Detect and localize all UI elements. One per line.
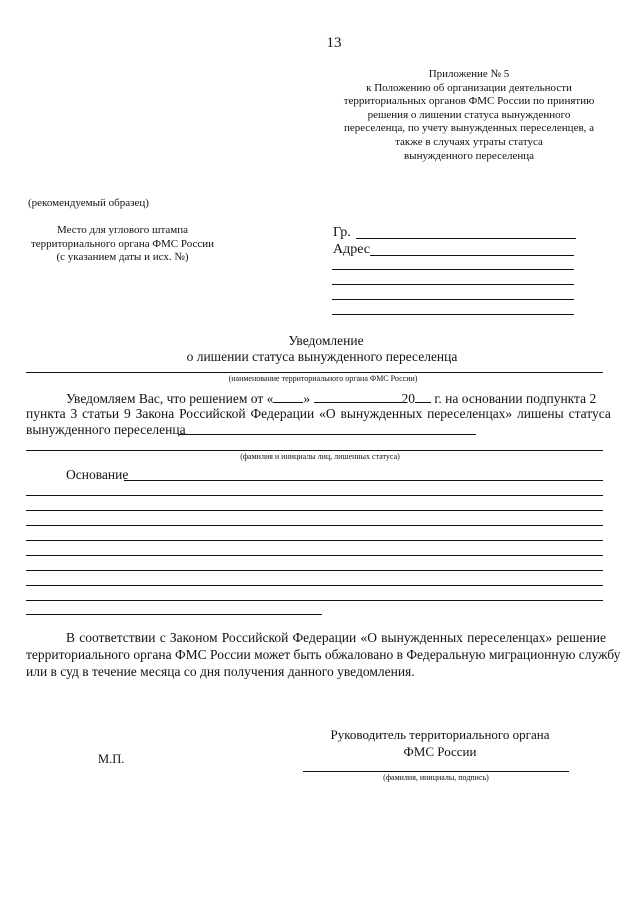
- appendix-line: решения о лишении статуса вынужденного: [367, 108, 571, 121]
- appendix-line: территориальных органов ФМС России по принятию: [343, 95, 595, 108]
- basis-line[interactable]: [26, 555, 603, 556]
- appendix-line: вынужденного переселенца: [403, 149, 535, 162]
- address-label: Адрес: [333, 242, 371, 257]
- signatory-line: ФМС России: [403, 744, 477, 759]
- stamp-line: территориального органа ФМС России: [30, 237, 215, 250]
- appeal-line-3: или в суд в течение месяца со дня получения данного уведомления.: [26, 664, 415, 679]
- stamp-placeholder: [20, 224, 225, 265]
- decision-text-d: г. на основании подпункта 2: [434, 391, 597, 406]
- seal-label: М.П.: [98, 752, 125, 766]
- citizen-field[interactable]: [356, 238, 576, 239]
- address-line[interactable]: [332, 284, 574, 285]
- authority-field[interactable]: [26, 372, 603, 373]
- appendix-line: к Положению об организации деятельности: [366, 81, 572, 94]
- day-field[interactable]: [273, 390, 303, 403]
- decision-line-2: пункта 3 статьи 9 Закона Российской Федерации «О вынужденных переселенцах» лишены статуса: [26, 406, 611, 421]
- decision-text-b: »: [303, 391, 311, 406]
- basis-line[interactable]: [26, 600, 603, 601]
- basis-line[interactable]: [26, 570, 603, 571]
- appendix-line: Приложение № 5: [428, 68, 510, 80]
- decision-line-1: [66, 390, 596, 407]
- basis-label: Основание: [66, 467, 129, 482]
- citizen-label: Гр.: [333, 225, 351, 240]
- address-line[interactable]: [332, 299, 574, 300]
- persons-caption: (фамилия и инициалы лиц, лишенных статуса): [240, 452, 400, 461]
- basis-line[interactable]: [26, 510, 603, 511]
- basis-field[interactable]: [124, 480, 603, 481]
- persons-field[interactable]: [178, 434, 476, 435]
- signatory-title: [300, 726, 580, 760]
- address-line[interactable]: [332, 269, 574, 270]
- signature-field[interactable]: [303, 771, 569, 772]
- page-number: 13: [326, 35, 342, 51]
- address-field[interactable]: [370, 255, 574, 256]
- appendix-header: [318, 68, 620, 163]
- month-field[interactable]: [314, 390, 402, 403]
- basis-line[interactable]: [26, 585, 603, 586]
- persons-field-line[interactable]: [26, 450, 603, 451]
- year-field[interactable]: [415, 390, 431, 403]
- decision-text-a: Уведомляем Вас, что решением от «: [66, 391, 274, 406]
- signature-caption: (фамилия, инициалы, подпись): [383, 773, 489, 782]
- sample-note: (рекомендуемый образец): [28, 197, 149, 209]
- stamp-line: Место для углового штампа: [56, 224, 189, 236]
- appendix-line: переселенца, по учету вынужденных переселенцев, а: [343, 122, 595, 135]
- authority-caption: (наименование территориального органа ФМС России): [228, 374, 418, 383]
- signatory-line: Руководитель территориального органа: [330, 727, 550, 742]
- basis-line[interactable]: [26, 540, 603, 541]
- decision-line-3: вынужденного переселенца: [26, 422, 186, 437]
- appeal-line-2: территориального органа ФМС России может быть обжаловано в Федеральную миграционную службу: [26, 647, 621, 662]
- basis-line[interactable]: [26, 495, 603, 496]
- stamp-line: (с указанием даты и исх. №): [56, 251, 189, 264]
- notice-title: Уведомление: [288, 333, 364, 348]
- address-line[interactable]: [332, 314, 574, 315]
- decision-text-c: 20: [401, 391, 415, 406]
- appeal-line-1: В соответствии с Законом Российской Федерации «О вынужденных переселенцах» решение: [66, 630, 606, 645]
- basis-line[interactable]: [26, 525, 603, 526]
- appendix-line: также в случаях утраты статуса: [395, 135, 543, 148]
- notice-subtitle: о лишении статуса вынужденного переселенца: [186, 349, 458, 364]
- basis-line-short[interactable]: [26, 614, 322, 615]
